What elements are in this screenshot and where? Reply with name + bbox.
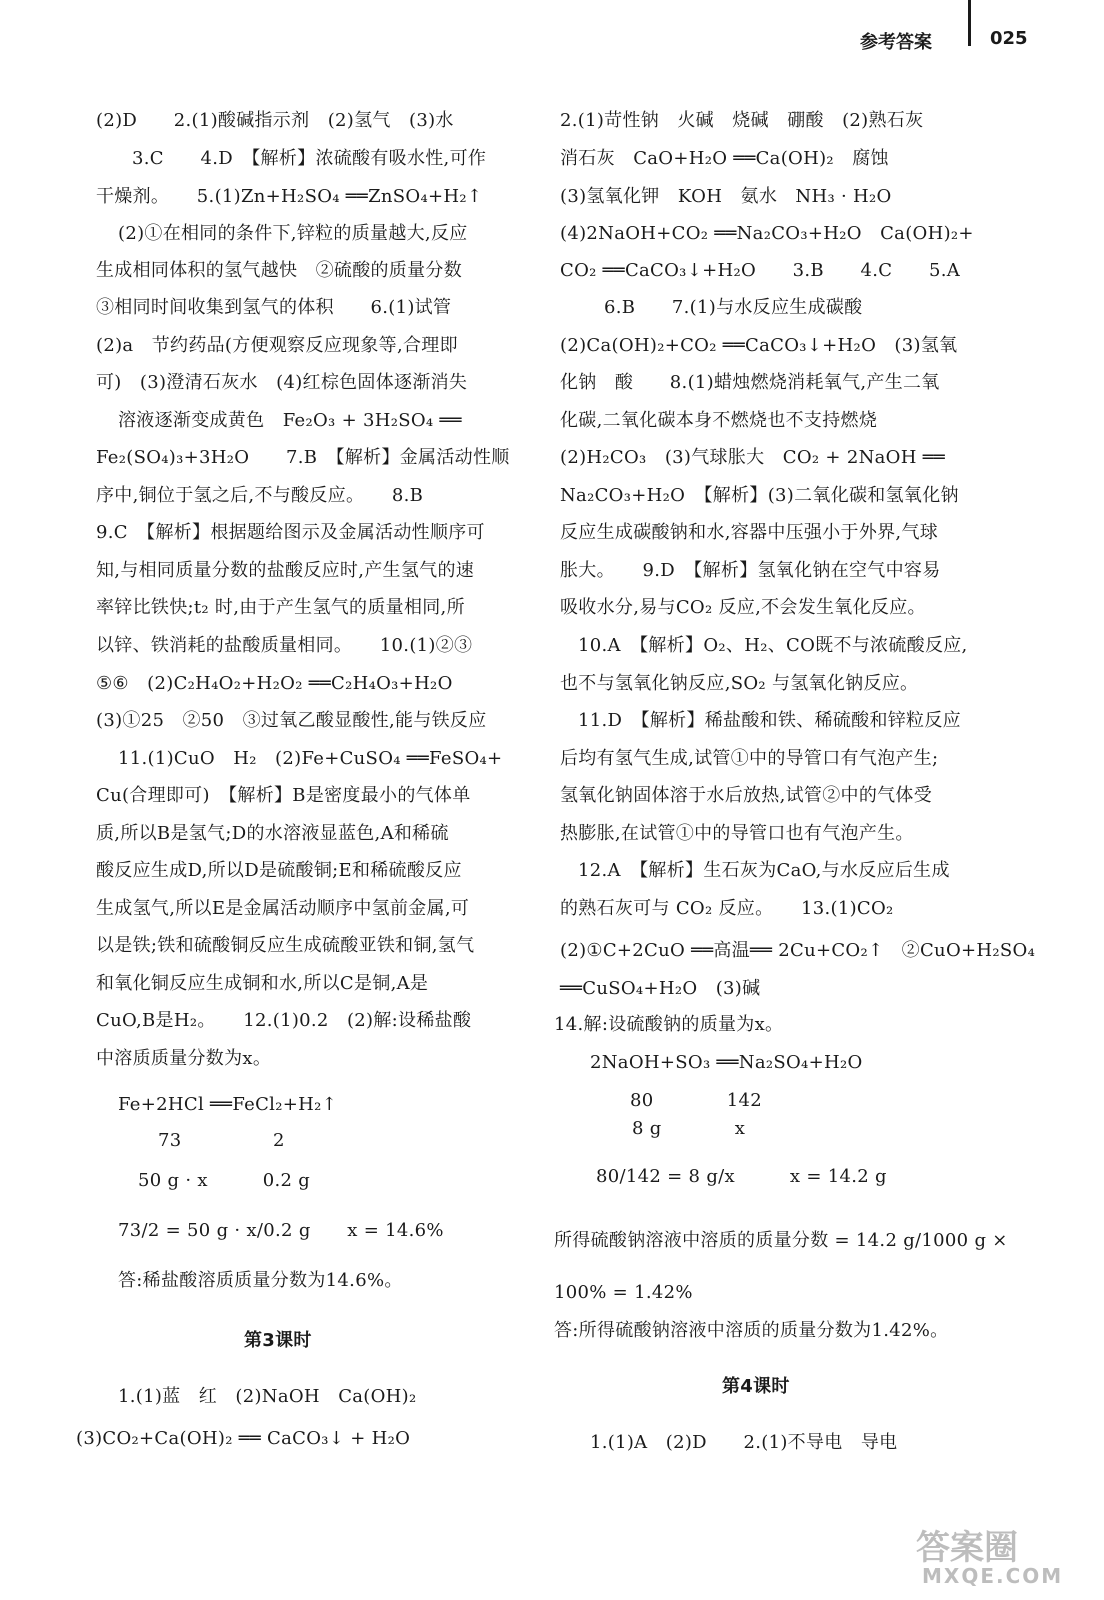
- equation-line: 8 g x: [632, 1118, 746, 1139]
- answer-line: 干燥剂。 5.(1)Zn+H₂SO₄ ══ZnSO₄+H₂↑: [96, 186, 483, 207]
- answer-line: 10.A 【解析】O₂、H₂、CO既不与浓硫酸反应,: [578, 635, 968, 656]
- answer-line: 100% = 1.42%: [554, 1282, 693, 1303]
- answer-line: 1.(1)A (2)D 2.(1)不导电 导电: [590, 1432, 898, 1453]
- answer-line: 11.(1)CuO H₂ (2)Fe+CuSO₄ ══FeSO₄+: [118, 748, 503, 769]
- answer-line: 热膨胀,在试管①中的导管口也有气泡产生。: [560, 823, 914, 844]
- answer-line: ⑤⑥ (2)C₂H₄O₂+H₂O₂ ══C₂H₄O₃+H₂O: [96, 673, 453, 694]
- section-heading: 第4课时: [722, 1376, 790, 1397]
- answer-line: Cu(合理即可) 【解析】B是密度最小的气体单: [96, 785, 471, 806]
- answer-line: 生成氢气,所以E是金属活动顺序中氢前金属,可: [96, 898, 470, 919]
- equation-line: Fe+2HCl ══FeCl₂+H₂↑: [118, 1094, 337, 1115]
- answer-line: (3)CO₂+Ca(OH)₂ ══ CaCO₃↓ + H₂O: [76, 1428, 411, 1449]
- answer-line: 也不与氢氧化钠反应,SO₂ 与氢氧化钠反应。: [560, 673, 919, 694]
- answer-line: 14.解:设硫酸钠的质量为x。: [554, 1014, 784, 1035]
- answer-line: (2)Ca(OH)₂+CO₂ ══CaCO₃↓+H₂O (3)氢氧: [560, 335, 958, 356]
- answer-line: (2)D 2.(1)酸碱指示剂 (2)氢气 (3)水: [96, 110, 454, 131]
- answer-line: 后均有氢气生成,试管①中的导管口有气泡产生;: [560, 748, 939, 769]
- answer-line: 溶液逐渐变成黄色 Fe₂O₃ + 3H₂SO₄ ══: [118, 410, 462, 431]
- answer-line: 和氧化铜反应生成铜和水,所以C是铜,A是: [96, 973, 429, 994]
- equation-line: 73 2: [158, 1130, 285, 1151]
- answer-line: (4)2NaOH+CO₂ ══Na₂CO₃+H₂O Ca(OH)₂+: [560, 223, 974, 244]
- answer-line: (2)H₂CO₃ (3)气球胀大 CO₂ + 2NaOH ══: [560, 447, 946, 468]
- equation-line: 73/2 = 50 g · x/0.2 g x = 14.6%: [118, 1220, 444, 1241]
- answer-line: 9.C 【解析】根据题给图示及金属活动性顺序可: [96, 522, 485, 543]
- answer-line: CO₂ ══CaCO₃↓+H₂O 3.B 4.C 5.A: [560, 260, 961, 281]
- answer-line: 率锌比铁快;t₂ 时,由于产生氢气的质量相同,所: [96, 597, 465, 618]
- answer-line: 答:稀盐酸溶质质量分数为14.6%。: [118, 1270, 403, 1291]
- answer-line: 胀大。 9.D 【解析】氢氧化钠在空气中容易: [560, 560, 941, 581]
- answer-line: 所得硫酸钠溶液中溶质的质量分数 = 14.2 g/1000 g ×: [554, 1230, 1008, 1251]
- answer-line: 11.D 【解析】稀盐酸和铁、稀硫酸和锌粒反应: [578, 710, 961, 731]
- equation-line: 80 142: [630, 1090, 762, 1111]
- answer-line: 氢氧化钠固体溶于水后放热,试管②中的气体受: [560, 785, 933, 806]
- section-heading: 第3课时: [244, 1330, 312, 1351]
- answer-line: 6.B 7.(1)与水反应生成碳酸: [604, 297, 863, 318]
- header-title: 参考答案: [860, 32, 932, 53]
- answer-line: 3.C 4.D 【解析】浓硫酸有吸水性,可作: [132, 148, 487, 169]
- answer-line: 化钠 酸 8.(1)蜡烛燃烧消耗氧气,产生二氧: [560, 372, 940, 393]
- answer-line: (2)①C+2CuO ══高温══ 2Cu+CO₂↑ ②CuO+H₂SO₄: [560, 940, 1036, 961]
- answer-line: 的熟石灰可与 CO₂ 反应。 13.(1)CO₂: [560, 898, 894, 919]
- answer-line: 消石灰 CaO+H₂O ══Ca(OH)₂ 腐蚀: [560, 148, 889, 169]
- equation-line: 2NaOH+SO₃ ══Na₂SO₄+H₂O: [590, 1052, 863, 1073]
- answer-line: 序中,铜位于氢之后,不与酸反应。 8.B: [96, 485, 424, 506]
- answer-line: (2)①在相同的条件下,锌粒的质量越大,反应: [118, 223, 468, 244]
- answer-line: 12.A 【解析】生石灰为CaO,与水反应后生成: [578, 860, 950, 881]
- header-divider: [968, 0, 971, 46]
- answer-line: Na₂CO₃+H₂O 【解析】(3)二氧化碳和氢氧化钠: [560, 485, 959, 506]
- watermark-logo: 答案圈 MXQE.COM: [916, 1528, 1064, 1588]
- answer-line: 酸反应生成D,所以D是硫酸铜;E和稀硫酸反应: [96, 860, 462, 881]
- answer-line: (3)①25 ②50 ③过氧乙酸显酸性,能与铁反应: [96, 710, 487, 731]
- answer-line: 以锌、铁消耗的盐酸质量相同。 10.(1)②③: [96, 635, 473, 656]
- answer-line: 反应生成碳酸钠和水,容器中压强小于外界,气球: [560, 522, 939, 543]
- answer-line: (3)氢氧化钾 KOH 氨水 NH₃ · H₂O: [560, 186, 892, 207]
- answer-line: 化碳,二氧化碳本身不燃烧也不支持燃烧: [560, 410, 878, 431]
- answer-line: 以是铁;铁和硫酸铜反应生成硫酸亚铁和铜,氢气: [96, 935, 475, 956]
- equation-line: 80/142 = 8 g/x x = 14.2 g: [596, 1166, 887, 1187]
- answer-line: Fe₂(SO₄)₃+3H₂O 7.B 【解析】金属活动性顺: [96, 447, 510, 468]
- answer-line: 知,与相同质量分数的盐酸反应时,产生氢气的速: [96, 560, 475, 581]
- answer-line: 2.(1)苛性钠 火碱 烧碱 硼酸 (2)熟石灰: [560, 110, 924, 131]
- answer-line: ③相同时间收集到氢气的体积 6.(1)试管: [96, 297, 452, 318]
- answer-line: 可) (3)澄清石灰水 (4)红棕色固体逐渐消失: [96, 372, 468, 393]
- answer-line: 中溶质质量分数为x。: [96, 1048, 272, 1069]
- answer-line: 1.(1)蓝 红 (2)NaOH Ca(OH)₂: [118, 1386, 417, 1407]
- page-number: 025: [990, 28, 1028, 49]
- answer-line: (2)a 节约药品(方便观察反应现象等,合理即: [96, 335, 458, 356]
- answer-line: 生成相同体积的氢气越快 ②硫酸的质量分数: [96, 260, 462, 281]
- answer-line: 答:所得硫酸钠溶液中溶质的质量分数为1.42%。: [554, 1320, 949, 1341]
- answer-line: ══CuSO₄+H₂O (3)碱: [560, 978, 761, 999]
- answer-line: 吸收水分,易与CO₂ 反应,不会发生氧化反应。: [560, 597, 926, 618]
- answer-line: 质,所以B是氢气;D的水溶液显蓝色,A和稀硫: [96, 823, 449, 844]
- answer-line: CuO,B是H₂。 12.(1)0.2 (2)解:设稀盐酸: [96, 1010, 472, 1031]
- equation-line: 50 g · x 0.2 g: [138, 1170, 311, 1191]
